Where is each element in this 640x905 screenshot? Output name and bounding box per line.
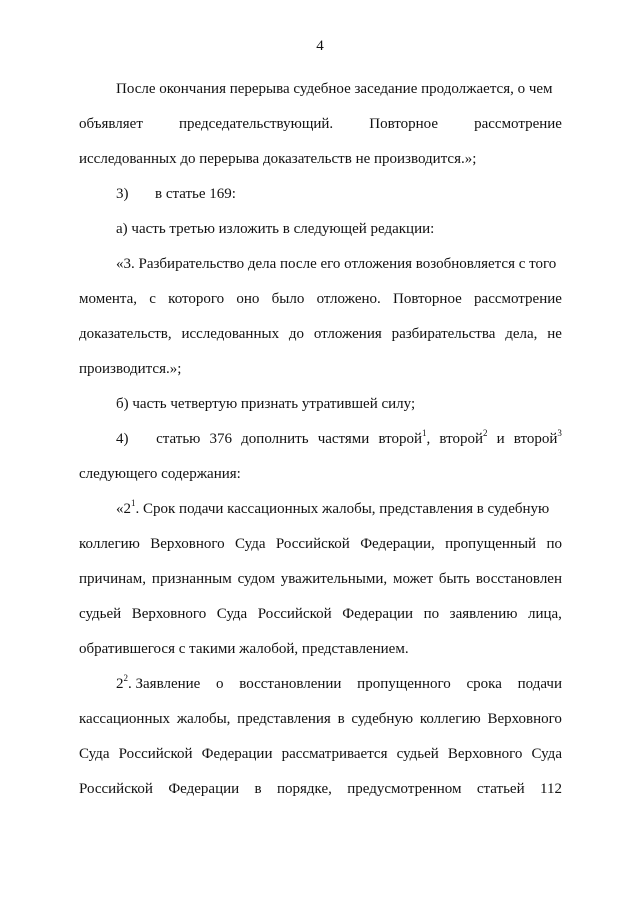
paragraph-line (79, 324, 562, 344)
word: объявляет (79, 116, 143, 132)
word: пропущенный (445, 536, 537, 552)
list-item: б) часть четвертую признать утратившей силу; (116, 396, 416, 412)
word: оно (236, 291, 260, 307)
item-text: в статье 169: (155, 186, 236, 202)
word: отложено. (316, 291, 381, 307)
paragraph-line: обратившегося с такими жалобой, представлением. (79, 641, 409, 657)
word: заявлению (449, 606, 518, 622)
word: лица, (527, 606, 562, 622)
word: дополнить (241, 431, 309, 447)
word: представления (237, 711, 331, 727)
word: быть (438, 571, 470, 587)
page-number: 4 (316, 38, 324, 54)
word: может (393, 571, 434, 587)
word: судьей (79, 606, 122, 622)
word: Российской (118, 746, 193, 762)
word: разбирательства (391, 326, 496, 342)
paragraph-line (79, 744, 562, 764)
word: порядке, (277, 781, 332, 797)
word: Верховного (447, 746, 523, 762)
word: коллегию (79, 536, 140, 552)
word: по (546, 536, 562, 552)
word: уважительными, (280, 571, 388, 587)
word: Федерации (168, 781, 240, 797)
word: доказательств, (79, 326, 172, 342)
word: в (254, 781, 262, 797)
word: Суда (531, 746, 562, 762)
word: коллегию (419, 711, 481, 727)
word: второй$^1$, (378, 428, 431, 447)
paragraph-line (79, 604, 562, 624)
word: Федерации (342, 606, 414, 622)
paragraph-line (79, 709, 562, 729)
paragraph-line: исследованных до перерыва доказательств не производится.»; (79, 151, 477, 167)
word: не (547, 326, 562, 342)
paragraph-line (79, 289, 562, 309)
word: дела, (505, 326, 538, 342)
word: Российской (79, 781, 153, 797)
word: 376 (209, 431, 233, 447)
word: Российской (275, 536, 350, 552)
word: подачи (517, 676, 562, 692)
word: жалобы, (176, 711, 231, 727)
word: Российской (257, 606, 332, 622)
superscript: 1 (422, 428, 427, 438)
paragraph-line: производится.»; (79, 361, 182, 377)
superscript: 2 (483, 428, 488, 438)
list-item (116, 429, 562, 449)
paragraph-line (79, 569, 562, 589)
word: восстановлен (475, 571, 562, 587)
word: председательствующий. (178, 116, 334, 132)
word: пропущенного (357, 676, 451, 692)
word: 112 (540, 781, 562, 797)
paragraph-line (116, 674, 562, 694)
word: Верховного (150, 536, 225, 552)
word: срока (466, 676, 502, 692)
word: которого (168, 291, 225, 307)
paragraph-line (116, 499, 562, 519)
paragraph-line: следующего содержания: (79, 466, 241, 482)
word: Суда (79, 746, 110, 762)
word: Повторное (393, 291, 462, 307)
word: «2 (116, 501, 131, 517)
word: исследованных (181, 326, 280, 342)
word: Суда (235, 536, 266, 552)
word: Верховного (487, 711, 562, 727)
word: второй$^2$ (439, 428, 488, 447)
paragraph-line (79, 534, 562, 554)
paragraph-line: После окончания перерыва судебное заседание продолжается, о чем (116, 81, 553, 97)
word: по (423, 606, 440, 622)
word: судебную (351, 711, 414, 727)
paragraph-line: «3. Разбирательство дела после его отложения возобновляется с того (116, 256, 557, 272)
word: Федерации (201, 746, 273, 762)
word: момента, (79, 291, 138, 307)
word: в (337, 711, 345, 727)
word: $2^2$. Заявление (116, 673, 201, 692)
word: кассационных (79, 711, 171, 727)
superscript: 1 (131, 498, 136, 508)
word: Федерации, (360, 536, 435, 552)
word: . Срок подачи кассационных жалобы, представления в судебную (135, 501, 550, 517)
item-number: 3) (116, 186, 129, 202)
word: Повторное (369, 116, 439, 132)
word: восстановлении (239, 676, 342, 692)
word: частями (317, 431, 370, 447)
paragraph-line (79, 779, 562, 799)
list-item (116, 184, 562, 204)
word: причинам, (79, 571, 147, 587)
word: до (288, 326, 305, 342)
word: признанным (151, 571, 232, 587)
word: было (271, 291, 305, 307)
word: и (496, 431, 505, 447)
superscript: 2 (123, 673, 128, 683)
word: рассмотрение (474, 291, 562, 307)
word: предусмотренном (347, 781, 462, 797)
word: статьей (476, 781, 525, 797)
word: статью (156, 431, 201, 447)
word: отложения (313, 326, 382, 342)
superscript: 3 (557, 428, 562, 438)
word: судом (237, 571, 275, 587)
word: второй$^3$ (513, 428, 562, 447)
paragraph-line (79, 114, 562, 134)
word: рассматривается (281, 746, 388, 762)
item-number: 4) (116, 431, 129, 447)
word: Суда (216, 606, 248, 622)
word: Верховного (131, 606, 207, 622)
list-item: а) часть третью изложить в следующей редакции: (116, 221, 435, 237)
word: с (149, 291, 156, 307)
word: судьей (396, 746, 439, 762)
word: рассмотрение (474, 116, 562, 132)
word: о (216, 676, 224, 692)
